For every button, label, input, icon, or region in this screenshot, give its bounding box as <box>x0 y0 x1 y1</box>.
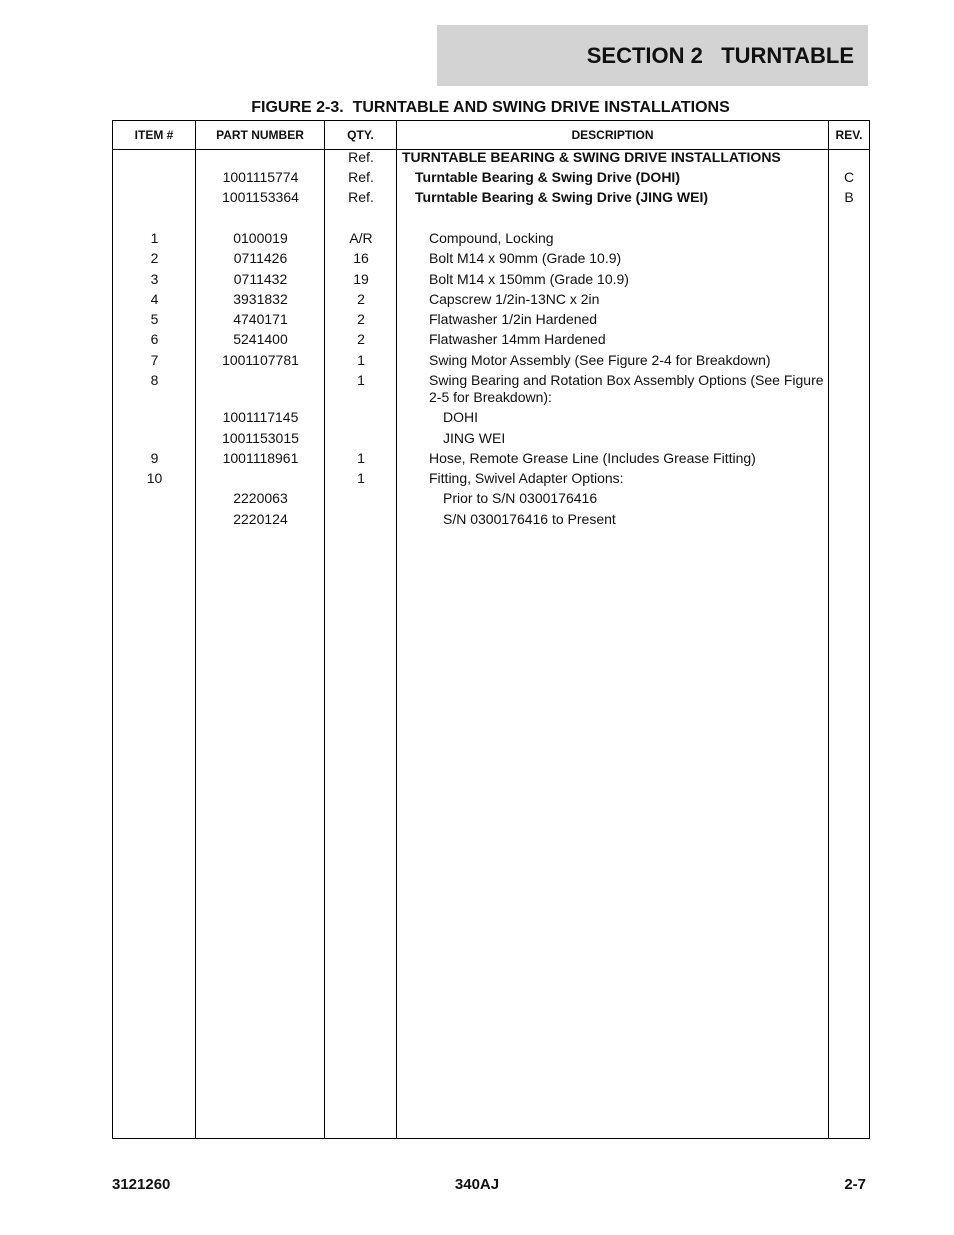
description: DOHI <box>443 409 478 425</box>
part-number: 5241400 <box>233 331 288 347</box>
description: Flatwasher 1/2in Hardened <box>429 311 598 327</box>
description: Flatwasher 14mm Hardened <box>429 331 606 347</box>
description: Compound, Locking <box>429 230 554 246</box>
header-qty: QTY. <box>347 128 374 142</box>
description: Fitting, Swivel Adapter Options: <box>429 470 624 486</box>
part-number: 0711432 <box>233 271 288 287</box>
part-number: 3931832 <box>233 291 288 307</box>
description: Turntable Bearing & Swing Drive (JING WEI) <box>415 189 708 205</box>
section-header <box>437 25 868 86</box>
description: Prior to S/N 0300176416 <box>443 490 598 506</box>
quantity: Ref. <box>348 169 374 185</box>
revision: B <box>844 189 854 205</box>
model-number: 340AJ <box>454 1176 500 1193</box>
header-item: ITEM # <box>134 128 174 142</box>
item-number: 1 <box>150 230 159 246</box>
part-number: 1001107781 <box>222 352 299 368</box>
part-number: 2220063 <box>233 490 288 506</box>
quantity: 2 <box>357 291 365 307</box>
item-number: 5 <box>150 311 159 327</box>
page-number: 2-7 <box>844 1176 866 1193</box>
quantity: 16 <box>353 250 369 266</box>
section-title: SECTION 2 TURNTABLE <box>586 42 854 68</box>
header-part-number: PART NUMBER <box>216 128 304 142</box>
item-number: 10 <box>146 470 163 486</box>
item-number: 8 <box>150 372 159 388</box>
document-number: 3121260 <box>112 1176 171 1193</box>
header-rev: REV. <box>835 128 863 142</box>
item-number: 4 <box>150 291 159 307</box>
part-number: 4740171 <box>233 311 288 327</box>
parts-table <box>112 120 870 1139</box>
description: JING WEI <box>443 430 506 446</box>
description: S/N 0300176416 to Present <box>443 511 616 527</box>
quantity: Ref. <box>348 149 374 165</box>
quantity: 2 <box>357 331 365 347</box>
quantity: Ref. <box>348 189 374 205</box>
quantity: 1 <box>357 470 365 486</box>
description: Swing Bearing and Rotation Box Assembly Options (See Figure 2-5 for Breakdown): <box>429 372 824 405</box>
header-description: DESCRIPTION <box>571 128 654 142</box>
part-number: 1001118961 <box>222 450 299 466</box>
part-number: 1001117145 <box>222 409 299 425</box>
description: TURNTABLE BEARING & SWING DRIVE INSTALLATIONS <box>402 149 781 165</box>
description: Bolt M14 x 150mm (Grade 10.9) <box>429 271 629 287</box>
figure-title: FIGURE 2-3. TURNTABLE AND SWING DRIVE INSTALLATIONS <box>251 99 730 116</box>
description: Turntable Bearing & Swing Drive (DOHI) <box>415 169 680 185</box>
quantity: 19 <box>353 271 369 287</box>
part-number: 1001153015 <box>222 430 299 446</box>
description: Bolt M14 x 90mm (Grade 10.9) <box>429 250 622 266</box>
item-number: 2 <box>150 250 159 266</box>
part-number: 0711426 <box>233 250 288 266</box>
quantity: 1 <box>357 372 365 388</box>
quantity: A/R <box>349 230 373 246</box>
quantity: 2 <box>357 311 365 327</box>
description: Capscrew 1/2in-13NC x 2in <box>429 291 600 307</box>
part-number: 1001115774 <box>222 169 299 185</box>
description: Swing Motor Assembly (See Figure 2-4 for Breakdown) <box>429 352 771 368</box>
part-number: 1001153364 <box>222 189 299 205</box>
quantity: 1 <box>357 352 365 368</box>
quantity: 1 <box>357 450 365 466</box>
item-number: 7 <box>150 352 159 368</box>
revision: C <box>843 169 855 185</box>
part-number: 2220124 <box>233 511 288 527</box>
item-number: 9 <box>150 450 159 466</box>
description: Hose, Remote Grease Line (Includes Grease Fitting) <box>429 450 756 466</box>
item-number: 3 <box>150 271 159 287</box>
part-number: 0100019 <box>233 230 288 246</box>
item-number: 6 <box>150 331 159 347</box>
